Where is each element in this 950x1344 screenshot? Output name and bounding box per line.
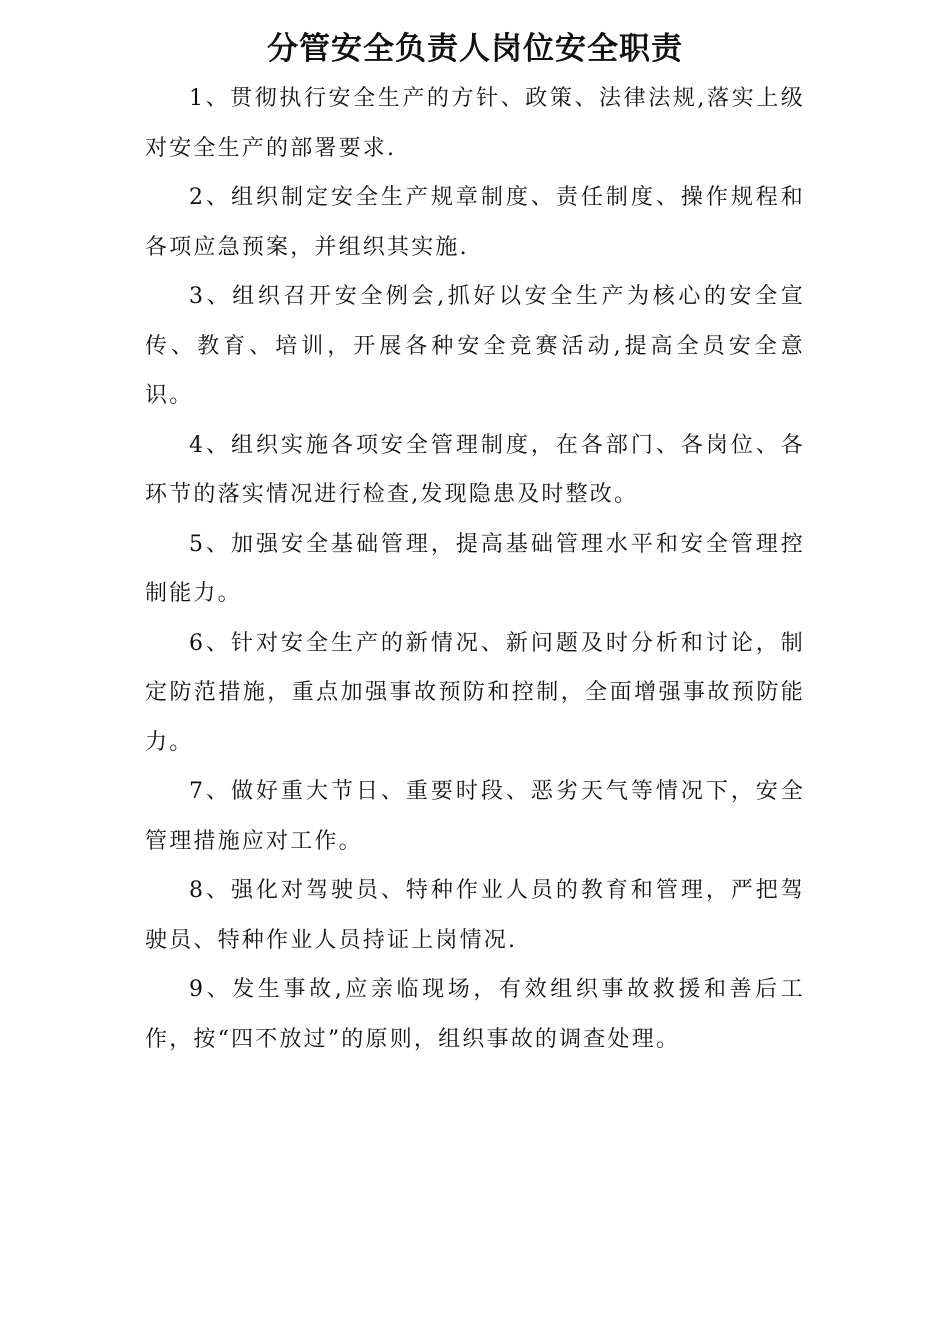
paragraph-1: 1、贯彻执行安全生产的方针、政策、法律法规,落实上级对安全生产的部署要求.: [145, 86, 805, 161]
paragraph-2: 2、组织制定安全生产规章制度、责任制度、操作规程和各项应急预案，并组织其实施.: [145, 185, 805, 260]
paragraph-5: 5、加强安全基础管理，提高基础管理水平和安全管理控制能力。: [145, 531, 805, 606]
paragraph-3: 3、组织召开安全例会,抓好以安全生产为核心的安全宣传、教育、培训，开展各种安全竞赛活动,提高全员安全意识。: [145, 284, 805, 408]
document-title: 分管安全负责人岗位安全职责: [267, 31, 683, 67]
paragraph-9: 9、发生事故,应亲临现场，有效组织事故救援和善后工作，按“四不放过”的原则，组织事故的调查处理。: [145, 977, 805, 1052]
paragraph-8: 8、强化对驾驶员、特种作业人员的教育和管理，严把驾驶员、特种作业人员持证上岗情况.: [145, 878, 805, 953]
paragraph-6: 6、针对安全生产的新情况、新问题及时分析和讨论，制定防范措施，重点加强事故预防和控制，全面增强事故预防能力。: [145, 630, 805, 755]
document-body: [145, 74, 805, 1064]
paragraph-4: 4、组织实施各项安全管理制度，在各部门、各岗位、各环节的落实情况进行检查,发现隐患及时整改。: [145, 432, 805, 507]
paragraph-7: 7、做好重大节日、重要时段、恶劣天气等情况下，安全管理措施应对工作。: [145, 779, 805, 854]
